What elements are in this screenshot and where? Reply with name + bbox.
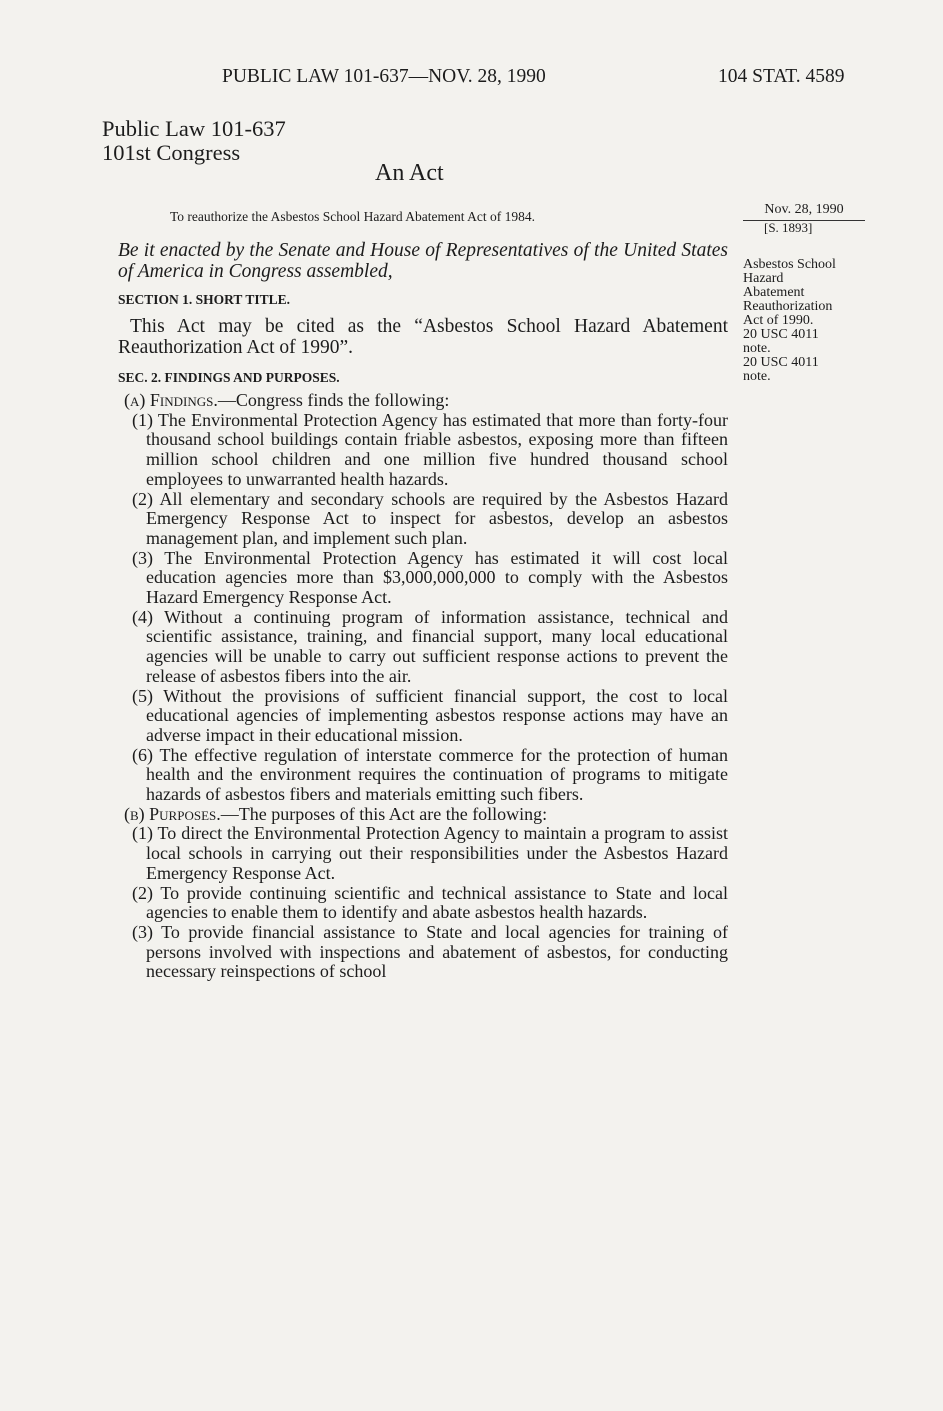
congress-label: 101st Congress — [102, 140, 241, 165]
finding-item: (4) Without a continuing program of information assistance, technical and scientific assistance, training, and financial support, many local educational agencies will be unable to carry out sufficient response actions to prevent the release of asbestos fibers into the air. — [132, 606, 728, 686]
running-head: PUBLIC LAW 101-637—NOV. 28, 1990 — [222, 66, 546, 87]
section-1-text: This Act may be cited as the “Asbestos School Hazard Abatement Reauthorization Act of 1990”. — [118, 316, 728, 358]
purpose-item: (1) To direct the Environmental Protection Agency to maintain a program to assist local schools in carrying out their responsibilities under the Asbestos Hazard Emergency Response Act. — [132, 823, 728, 883]
finding-item: (3) The Environmental Protection Agency has estimated it will cost local education agencies more than $3,000,000,000 to comply with the Asbestos Hazard Emergency Response Act. — [132, 547, 728, 608]
an-act-heading: An Act — [375, 160, 444, 186]
finding-item: (1) The Environmental Protection Agency has estimated that more than forty-four thousand school buildings contain friable asbestos, exposing more than fifteen million school children and one million five hundred thousand school employees to unwarranted health hazards. — [132, 409, 728, 489]
purpose-item: (2) To provide continuing scientific and technical assistance to State and local agencies to enable them to identify and abate asbestos health hazards. — [132, 882, 728, 923]
finding-item: (6) The effective regulation of interstate commerce for the protection of human health and the environment requires the continuation of programs to mitigate hazards of asbestos fibers and materials emitting such fibers. — [132, 744, 728, 805]
stat-page-number: 104 STAT. 4589 — [718, 66, 845, 87]
margin-note: note. — [743, 369, 771, 384]
margin-note: Reauthorization — [743, 299, 833, 314]
section-2-heading: SEC. 2. FINDINGS AND PURPOSES. — [118, 370, 340, 385]
margin-note: Hazard — [743, 271, 784, 286]
margin-date: Nov. 28, 1990 — [743, 202, 865, 221]
margin-note: Asbestos School — [743, 257, 836, 272]
findings-subsection-heading — [124, 391, 728, 411]
findings-label: (a) Findings. — [124, 390, 218, 410]
long-title: To reauthorize the Asbestos School Hazard Abatement Act of 1984. — [170, 209, 535, 224]
purposes-label: (b) Purposes. — [124, 803, 221, 824]
purposes-intro: —The purposes of this Act are the following: — [220, 803, 548, 824]
margin-notes — [743, 258, 883, 384]
section-2-body — [124, 391, 728, 982]
margin-bill-number: [S. 1893] — [764, 220, 813, 235]
findings-intro: —Congress finds the following: — [217, 390, 450, 410]
purposes-subsection-heading — [124, 805, 728, 825]
margin-note: Abatement — [743, 285, 805, 300]
margin-note: Act of 1990. — [743, 313, 814, 328]
enacting-clause: Be it enacted by the Senate and House of Representatives of the United States of America in Congress assembled, — [118, 240, 728, 282]
margin-note: note. — [743, 341, 771, 356]
finding-item: (5) Without the provisions of sufficient financial support, the cost to local educational agencies of implementing asbestos response actions may have an adverse impact in their educational mission. — [132, 685, 728, 745]
purpose-item: (3) To provide financial assistance to State and local agencies for training of persons involved with inspections and abatement of asbestos, for conducting necessary reinspections of school — [132, 921, 728, 982]
margin-note: 20 USC 4011 — [743, 327, 819, 342]
law-number: Public Law 101-637 — [102, 116, 286, 141]
finding-item: (2) All elementary and secondary schools are required by the Asbestos Hazard Emergency Response Act to inspect for asbestos, develop an asbestos management plan, and implement such plan. — [132, 488, 728, 548]
margin-note: 20 USC 4011 — [743, 355, 819, 370]
section-1-heading: SECTION 1. SHORT TITLE. — [118, 292, 290, 307]
